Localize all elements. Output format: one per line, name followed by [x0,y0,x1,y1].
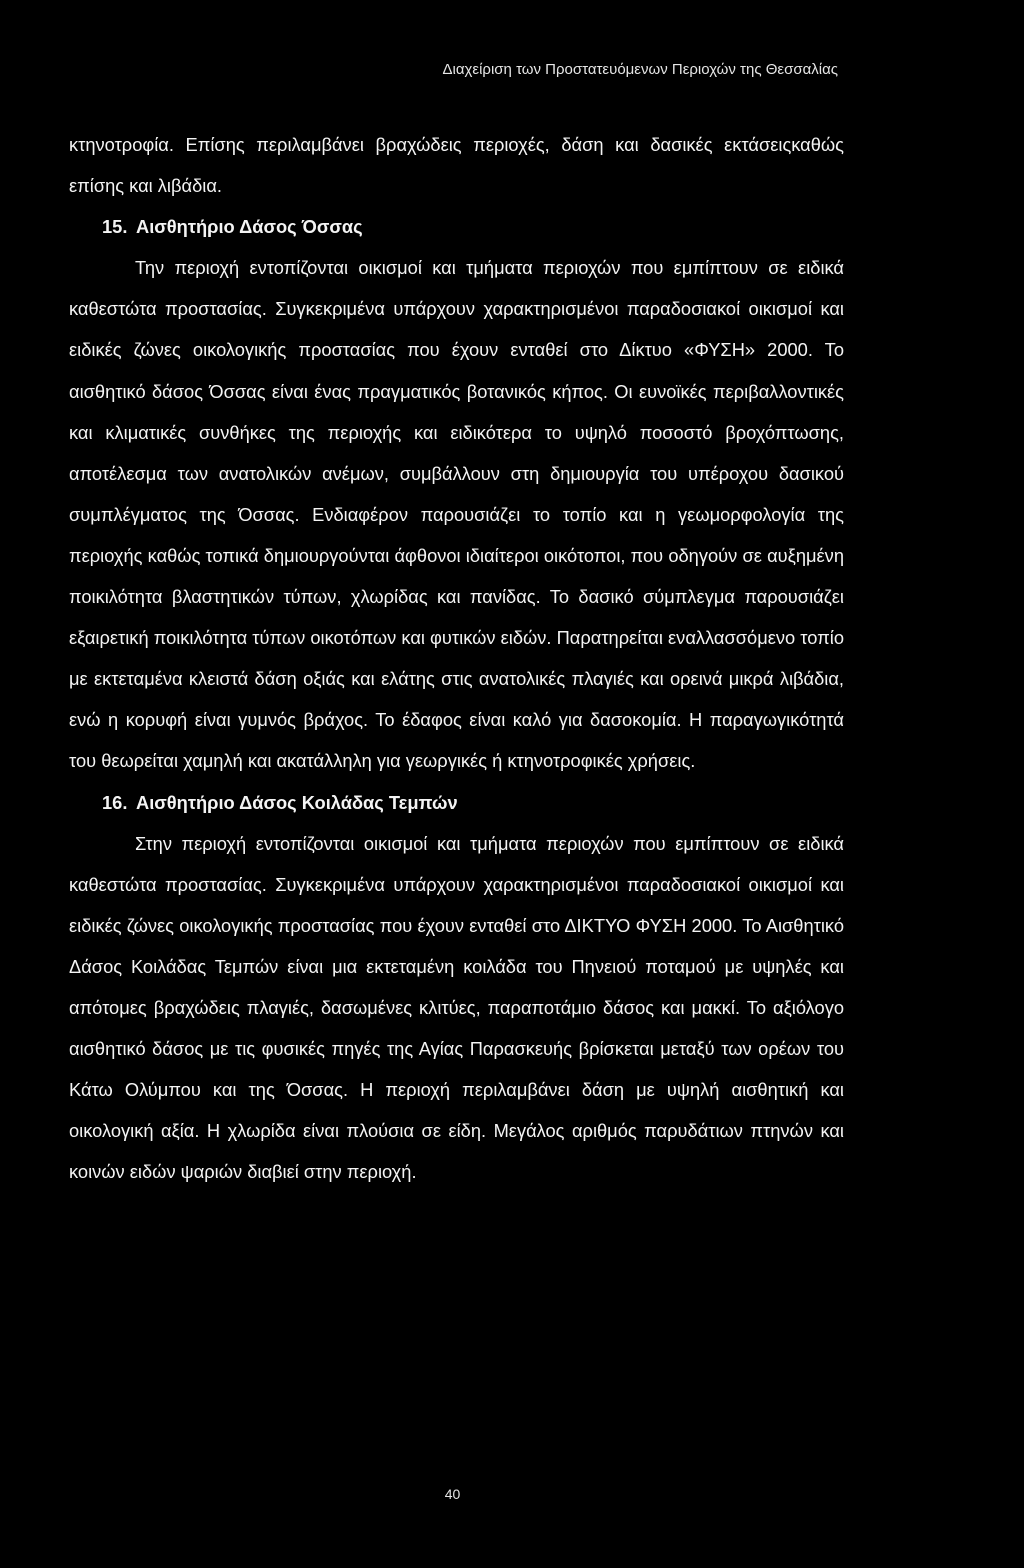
section-16-paragraph: Στην περιοχή εντοπίζονται οικισμοί και τμήματα περιοχών που εμπίπτουν σε ειδικά καθεστώτα προστασίας. Συγκεκριμένα υπάρχουν χαρακτηρισμένοι παραδοσιακοί οικισμοί και ειδικές ζώνες οικολογικής προστασίας που έχουν ενταθεί στο ΔΙΚΤΥΟ ΦΥΣΗ 2000. Το Αισθητικό Δάσος Κοιλάδας Τεμπών είναι μια εκτεταμένη κοιλάδα του Πηνειού ποταμού με υψηλές και απότομες βραχώδεις πλαγιές, δασωμένες κλιτύες, παραποτάμιο δάσος και μακκί. Το αξιόλογο αισθητικό δάσος με τις φυσικές πηγές της Αγίας Παρασκευής βρίσκεται μεταξύ των ορέων του Κάτω Ολύμπου και της Όσσας. Η περιοχή περιλαμβάνει δάση με υψηλή αισθητική και οικολογική αξία. Η χλωρίδα είναι πλούσια σε είδη. Μεγάλος αριθμός παρυδάτιων πτηνών και κοινών ειδών ψαριών διαβιεί στην περιοχή. [69,832,844,1183]
section-title: Αισθητήριο Δάσος Όσσας [136,216,363,238]
intro-paragraph: κτηνοτροφία. Επίσης περιλαμβάνει βραχώδεις περιοχές, δάση και δασικές εκτάσειςκαθώς επίσης και λιβάδια. [69,134,844,197]
document-body [69,124,844,1192]
page-number: 40 [444,1486,461,1502]
section-number: 16. [102,791,128,813]
section-number: 15. [102,216,128,238]
section-title: Αισθητήριο Δάσος Κοιλάδας Τεμπών [136,791,458,813]
section-heading-16 [69,782,844,823]
section-15-paragraph: Την περιοχή εντοπίζονται οικισμοί και τμήματα περιοχών που εμπίπτουν σε ειδικά καθεστώτα προστασίας. Συγκεκριμένα υπάρχουν χαρακτηρισμένοι παραδοσιακοί οικισμοί και ειδικές ζώνες οικολογικής προστασίας που έχουν ενταθεί στο Δίκτυο «ΦΥΣΗ» 2000. Το αισθητικό δάσος Όσσας είναι ένας πραγματικός βοτανικός κήπος. Οι ευνοϊκές περιβαλλοντικές και κλιματικές συνθήκες της περιοχής και ειδικότερα το υψηλό ποσοστό βροχόπτωσης, αποτέλεσμα των ανατολικών ανέμων, συμβάλλουν στη δημιουργία του υπέροχου δασικού συμπλέγματος της Όσσας. Ενδιαφέρον παρουσιάζει το τοπίο και η γεωμορφολογία της περιοχής καθώς τοπικά δημιουργούνται άφθονοι ιδιαίτεροι οικότοποι, που οδηγούν σε αυξημένη ποικιλότητα βλαστητικών τύπων, χλωρίδας και πανίδας. Το δασικό σύμπλεγμα παρουσιάζει εξαιρετική ποικιλότητα τύπων οικοτόπων και φυτικών ειδών. Παρατηρείται εναλλασσόμενο τοπίο με εκτεταμένα κλειστά δάση οξιάς και ελάτης στις ανατολικές πλαγιές και ορεινά μικρά λιβάδια, ενώ η κορυφή είναι γυμνός βράχος. Το έδαφος είναι καλό για δασοκομία. Η παραγωγικότητά του θεωρείται χαμηλή και ακατάλληλη για γεωργικές ή κτηνοτροφικές χρήσεις. [69,257,844,772]
running-header: Διαχείριση των Προστατευόμενων Περιοχών της Θεσσαλίας [442,61,838,78]
section-heading-15 [69,206,844,247]
